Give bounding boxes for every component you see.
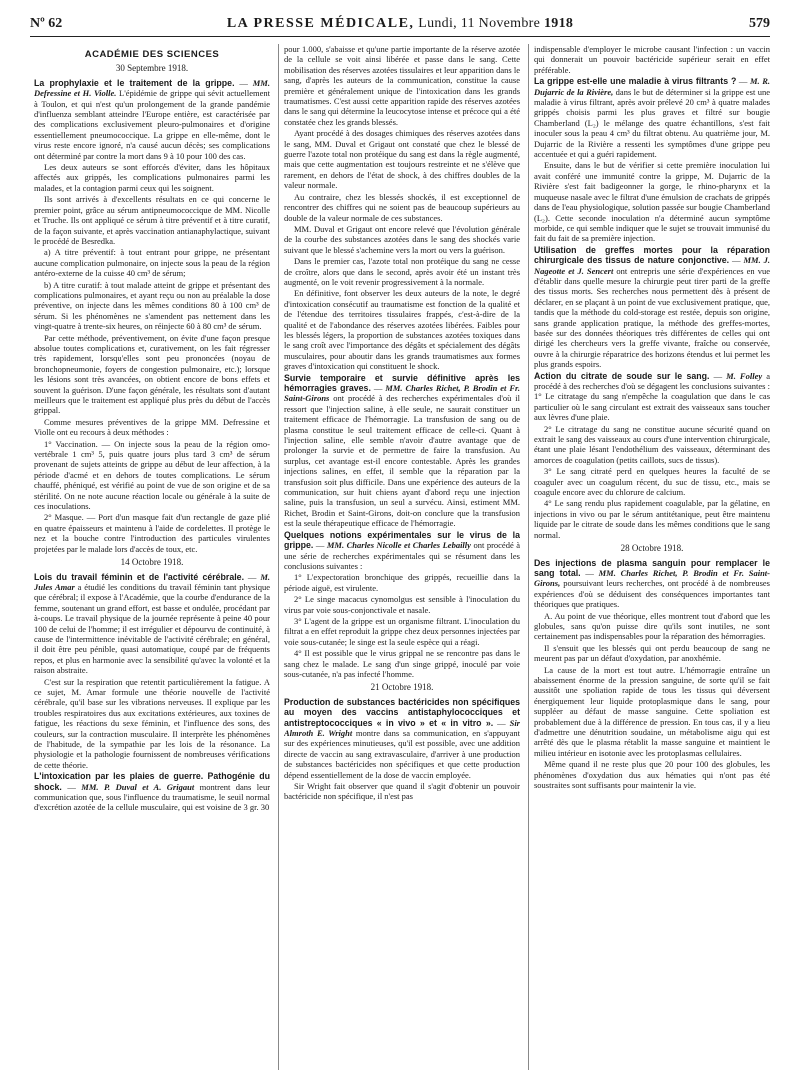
page-number: 579 <box>749 16 770 31</box>
paragraph: pour 1.000, s'abaisse et qu'une partie importante de la réserve azotée de la cellule se voit ainsi libérée et passe dans le sang. Cette mobilisation des réserves azotées tissulaires et leur apparition dans le sang, d'après les auteurs de la communication, constitue la cause première et généralement unique de l'intoxication dans les grands traumatismes. C'est aussi cette apparition rapide des réserves azotées dans le sang qui détermine la leucocytose intense et précoce qui a été constatée chez les grands blessés. <box>284 44 520 127</box>
section-heading: ACADÉMIE DES SCIENCES <box>84 49 220 60</box>
article-lead: Quelques notions expérimentales sur le virus de la grippe. — MM. Charles Nicolle et Charles Lebailly ont procédé à une série de recherches expérimentales qui se résument dans les conclusions suivantes : <box>284 529 520 571</box>
article-text: dans le but de déterminer si la grippe est une maladie à virus filtrant, après avoir prélevé 20 cm³ à quatre malades grippés choisis parmi les plus graves et filtré sur bougie Chamberland (L₂) le mélange des quatre échantillons, s'est fait inoculer sous la peau 4 cm³ du filtrat obtenu. Au quatrième jour, M. Dujarric de la Rivière a ressenti les symptômes d'une grippe peu accentuée et qui a guéri rapidement. <box>534 86 770 160</box>
article-authors: MM. Defressine et H. Violle. <box>34 77 270 99</box>
article-lead: Lois du travail féminin et de l'activité cérébrale. — M. Jules Amar a étudié les conditions du travail féminin tant physique que cérébral; il expose à l'Académie, que la courbe d'endurance de la femme, soutenant un grand effort, est basse et ondulée, procédant par à-coups. Le travail physique de la journée représente à peine 40 pour 100 de celui de l'homme; il est irrégulier et dépourvu de continuité, à cause de l'intermittence inévitable de l'activité cérébrale; en général, il doit être peu pénible, quasi automatique, coupé par de fréquents repos, et plus en harmonie avec la sensibilité qu'avec la volonté et la raison abstraite. <box>34 571 270 676</box>
column-separator <box>278 44 279 1070</box>
article-title: La grippe est-elle une maladie à virus filtrants ? <box>534 76 737 87</box>
article-text: a étudié les conditions du travail féminin tant physique que cérébral; il expose à l'Académie, que la courbe d'endurance de la femme, soutenant un grand effort, est basse et ondulée, procédant par à-coups. Le travail physique de la journée représente à peine 40 pour 100 de celui de l'homme; il est irrégulier et dépourvu de continuité, à cause de l'intermittence inévitable de l'activité cérébrale; en général, il doit être peu pénible, quasi automatique, coupé par de fréquents repos, et plus en harmonie avec la sensibilité qu'avec la volonté et la raison abstraite. <box>34 581 270 676</box>
header-day: Lundi, <box>418 16 457 31</box>
article-text: a procédé à des recherches d'où se dégagent les conclusions suivantes : 1° Le citratage du sang n'empêche la coagulation que dans le cas particulier où le sang circulant est extrait des vaisseaux sans toucher aux lèvres d'une plaie. <box>534 370 770 423</box>
paragraph: indispensable d'employer le microbe causant l'infection : un vaccin qui donnerait un pouvoir bactéricide supérieur serait en effet préférable. <box>534 44 770 75</box>
article-authors: MM. Charles Richet, P. Brodin et Fr. Saint-Girons, <box>534 567 770 589</box>
paragraph: Sir Wright fait observer que quand il s'agit d'obtenir un pouvoir bactéricide non spécifique, il n'est pas <box>284 781 520 802</box>
paragraph: Au contraire, chez les blessés shockés, il est exceptionnel de rencontrer des chiffres qui ne soient pas de beaucoup supérieurs au double de la valeur normale de ces substances. <box>284 191 520 223</box>
running-title <box>30 16 770 32</box>
paragraph: La cause de la mort est tout autre. L'hémorragie entraîne un abaissement énorme de la pression sanguine, de sorte qu'il se fait aussitôt une spoliation rapide de tous les tissus qui déversent énergiquement leur liquide protoplasmique dans le sang, pour suppléer au défaut de masse sanguine. Cette spoliation est probablement due à la différence de pression. En tous cas, il y a lieu d'admettre une dénutrition soudaine, un métabolisme aigu qui est arrêté dès que le plasma rétablit la masse sanguine et maintient le milieu intérieur en isotonie avec les protoplasmas cellulaires. <box>534 664 770 758</box>
article-authors: M. R. Dujarric de la Rivière, <box>534 76 770 97</box>
column-separator <box>528 44 529 1070</box>
article-authors: MM. Charles Nicolle et Charles Lebailly <box>326 540 471 551</box>
article-title: La prophylaxie et le traitement de la grippe. <box>34 77 235 88</box>
paragraph: 4° Le sang rendu plus rapidement coagulable, par la gélatine, en injections in vivo ou par le sérum antitétanique, peut être maintenu liquide par le citrate de soude dans les mêmes conditions que le sang normal. <box>534 498 770 540</box>
article-text: montre dans sa communication, en s'appuyant sur des expériences minutieuses, qu'il est possible, avec une addition directe de vaccin au sang extravasculaire, d'arriver à une production de substances bactéricides non spécifiques et que cette production dépend essentiellement de la dose de vaccin employée. <box>284 728 520 780</box>
paragraph: Ils sont arrivés à d'excellents résultats en ce qui concerne le premier point, grâce au sérum antipneumococcique de MM. Nicolle et Truche. Ils ont appliqué ce sérum à titre préventif et à titre curatif, de la façon suivante, et après vaccination antianaphylactique, suivant le procédé de Besredka. <box>34 194 270 246</box>
paragraph: Même quand il ne reste plus que 20 pour 100 des globules, les phénomènes d'oxydation dus aux hématies qui n'ont pas été soustraites sont suffisants pour maintenir la vie. <box>534 759 770 791</box>
article-authors: M. Folley <box>726 370 763 381</box>
article-authors: M. Jules Amar <box>34 571 270 592</box>
article-lead: La prophylaxie et le traitement de la grippe. — MM. Defressine et H. Violle. L'épidémie de grippe qui sévit actuellement à Toulon, et qui n'est qu'un prolongement de la grande pandémie d'influenza semblant atteindre l'Europe entière, est caractérisée par des complications exclusivement pleuro-pulmonaires et d'origine essentiellement pneumococcique. La grippe en elle-même, dont le virus reste encore ignoré, n'a causé aucun décès; ses complications ont déterminé par contre la mort dans 9 à 10 pour 100 des cas. <box>34 77 270 161</box>
article-title: Lois du travail féminin et de l'activité cérébrale. <box>34 571 245 582</box>
paragraph: 3° L'agent de la grippe est un organisme filtrant. L'inoculation du filtrat a en effet reproduit la grippe chez deux personnes injectées par voie sous-cutanée; le singe est la seule espèce qui a réagi. <box>284 615 520 647</box>
header-rule <box>30 36 770 37</box>
paragraph: 1° Vaccination. — On injecte sous la peau de la région omo-vertébrale 1 cm³ 5, puis quatre jours plus tard 3 cm³ de sérum provenant de sujets atteints de grippe au début de leur affection, à la période d'acmé et en dehors de toutes complications. Le sérum chauffé, phéniqué, est vérifié au point de vue de son origine et de sa stérilité. On ne note aucune réaction locale ou générale à la suite de ces inoculations. <box>34 438 270 512</box>
paragraph: Ayant procédé à des dosages chimiques des réserves azotées dans le sang, MM. Duval et Grigaut ont constaté que chez le blessé de guerre l'azote total non protéique du sang est dans la règle augmenté, mais que cette augmentation est toujours restreinte et ne s'élève que rarement, en dehors de l'état de shock, à des chiffres doubles de la valeur normale. <box>284 128 520 191</box>
page-header <box>30 12 770 38</box>
article-text: montrent dans leur communication que, sous l'influence du traumatisme, le seuil normal d'excrétion azotée de la cellule musculaire, qui est voisine de 3 gr. 30 <box>34 781 270 813</box>
article-lead: Utilisation de greffes mortes pour la réparation chirurgicale des tissus de nature conjonctive. — MM. J. Nageotte et J. Sencert ont entrepris une série d'expériences en vue d'établir dans quelle mesure la chirurgie peut tirer parti de la greffe des tissus morts. Ses recherches nous permettent dès à présent de déclarer, en se plaçant à un point de vue exclusivement pratique, que, tandis que la méthode du cold-storage est restée, depuis son origine, sans grande application pratique, la méthode des greffes-mortes, basée sur des données théoriques très différentes de celles qui ont dirigé les chercheurs vers la greffe vivante, fraîche ou conservée, ouvre à la chirurgie réparatrice des horizons étendus et lui permet les plus grands espoirs. <box>534 244 770 370</box>
paragraph: MM. Duval et Grigaut ont encore relevé que l'évolution générale de la courbe des substances azotées dans le sang des shockés varie suivant que le blessé s'achemine vers la mort ou vers la guérison. <box>284 223 520 255</box>
article-lead: Survie temporaire et survie définitive après les hémorragies graves. — MM. Charles Richet, P. Brodin et Fr. Saint-Girons ont procédé à des recherches expérimentales d'où il ressort que l'injection saline, à elle seule, ne saurait constituer un traitement efficace de l'hémorragie. La transfusion de sang ou de plasma constitue le seul traitement efficace de celle-ci. Quant à l'injection saline, elle semble n'avoir d'autre avantage que de prolonger la survie et de permettre de faire la transfusion. Au surplus, cet avantage est-il encore contestable. Après les grandes injections salines, en effet, il semble que la réparation par la transfusion soit plus difficile. Dans une expérience des auteurs de la communication, sur huit chiens ayant d'abord reçu une injection saline, puis la transfusion, un seul a survécu. Ainsi, estiment MM. Richet, Brodin et Saint-Girons, doit-on conclure que la transfusion est la seule thérapeutique efficace de l'hémorragie. <box>284 372 520 529</box>
article-title: Production de substances bactéricides non spécifiques au moyen des vaccins antistaphylococciques et antistreptococciques « in vivo » et « in vitro ». <box>284 696 520 728</box>
header-date: 11 Novembre <box>460 16 541 31</box>
article-title: Utilisation de greffes mortes pour la réparation chirurgicale des tissus de nature conjonctive. <box>534 244 770 266</box>
paragraph: 3° Le sang citraté perd en quelques heures la faculté de se coaguler avec un coagulum récent, du suc de tissu, etc., mais se coagule encore avec du chlorure de calcium. <box>534 466 770 498</box>
article-text: ont procédé à une série de recherches expérimentales qui se résument dans les conclusions suivantes : <box>284 540 520 571</box>
article-title: Quelques notions expérimentales sur le virus de la grippe. <box>284 529 520 551</box>
paragraph: b) A titre curatif: à tout malade atteint de grippe et présentant des complications pulmonaires, et ayant reçu ou non au préalable la dose préventive, on injecte dans les mêmes conditions 80 à 100 cm³ de sérum. Si les phénomènes ne s'amendent pas nettement dans les vingt-quatre à trente-six heures, on réinjecte 60 à 80 cm³ de sérum. <box>34 279 270 332</box>
article-text: poursuivant leurs recherches, ont procédé à de nombreuses expériences d'où se déduisent des conséquences importantes tant théoriques que pratiques. <box>534 578 770 610</box>
article-lead: La grippe est-elle une maladie à virus filtrants ? — M. R. Dujarric de la Rivière, dans le but de déterminer si la grippe est une maladie à virus filtrant, après avoir prélevé 20 cm³ à quatre malades grippés choisis parmi les plus graves et filtré sur bougie Chamberland (L₂) le mélange des quatre échantillons, s'est fait inoculer sous la peau 4 cm³ du filtrat obtenu. Au quatrième jour, M. Dujarric de la Rivière a ressenti les symptômes d'une grippe peu accentuée et qui a guéri rapidement. <box>534 76 770 160</box>
paragraph: Par cette méthode, préventivement, on évite d'une façon presque absolue toutes complications et, curativement, on les fait régresser très rapidement, lorsqu'elles sont peu prononcées (noyau de bronchopneumonie, foyers de congestion pulmonaire, etc.); lorsque les lésions sont très avancées, on obtient encore de bons effets et souvent la guérison. D'une façon générale, les résultats sont d'autant meilleurs que le traitement est appliqué plus près du début de l'accès grippal. <box>34 332 270 416</box>
issue-number: Nº 62 <box>30 16 63 31</box>
article-title: Des injections de plasma sanguin pour remplacer le sang total. <box>534 557 770 578</box>
paragraph: En définitive, font observer les deux auteurs de la note, le degré d'intoxication consécutif au traumatisme est fonction de la qualité et de l'étendue des territoires tissulaires frappés, c'est-à-dire de la qualité et de l'abondance des réserves azotées libérées. Faibles pour les blessés légers, la proportion de substances azotées toxiques dans le sang croît avec l'importance des dégâts et spécialement des dégâts musculaires, pour aboutir dans les grands traumatismes aux formes graves d'intoxication qui constituent le shock. <box>284 288 520 372</box>
column-3 <box>534 44 770 1074</box>
paragraph: a) A titre préventif: à tout entrant pour grippe, ne présentant aucune complication pulmonaire, on injecte sous la peau de la région antéro-externe de la cuisse 40 cm³ de sérum; <box>34 247 270 279</box>
paragraph: Dans le premier cas, l'azote total non protéique du sang ne cesse de croître, alors que dans le second, après avoir été un instant très augmenté, on le voit revenir progressivement à la normale. <box>284 256 520 287</box>
article-title: Survie temporaire et survie définitive après les hémorragies graves. <box>284 372 520 393</box>
paragraph: Ensuite, dans le but de vérifier si cette première inoculation lui avait conféré une immunité contre la grippe, M. Dujarric de la Rivière s'est fait badigeonner la gorge, le rhino-pharynx et la muqueuse nasale avec le filtrat d'une émulsion de crachats de grippés dans de l'eau physiologique, solution passée sur bougie Chamberland (L₂). Cette seconde inoculation n'a déterminé aucun symptôme morbide, ce qui semble indiquer que le sujet se trouvait immunisé du fait du fait de sa première injection. <box>534 160 770 244</box>
paragraph: Comme mesures préventives de la grippe MM. Defressine et Violle ont eu recours à deux méthodes : <box>34 416 270 438</box>
article-authors: MM. Charles Richet, P. Brodin et Fr. Saint-Girons <box>284 383 520 404</box>
article-lead: L'intoxication par les plaies de guerre. Pathogénie du shock. — MM. P. Duval et A. Grigaut montrent dans leur communication que, sous l'influence du traumatisme, le seuil normal d'excrétion azotée de la cellule musculaire, qui est voisine de 3 gr. 30 <box>34 771 270 813</box>
article-authors: Sir Almroth E. Wright <box>284 717 520 738</box>
paragraph: 1° L'expectoration bronchique des grippés, recueillie dans la période aiguë, est virulente. <box>284 572 520 593</box>
journal-name: LA PRESSE MÉDICALE, <box>226 16 415 31</box>
article-authors: MM. P. Duval et A. Grigaut <box>81 781 195 792</box>
article-text: L'épidémie de grippe qui sévit actuellement à Toulon, et qui n'est qu'un prolongement de la grande pandémie d'influenza semblant atteindre l'Europe entière, est caractérisée par des complications exclusivement pleuro-pulmonaires et d'origine essentiellement pneumococcique. La grippe en elle-même, dont le virus reste encore ignoré, n'a causé aucun décès; ses complications ont déterminé par contre la mort dans 9 à 10 pour 100 des cas. <box>34 88 270 161</box>
session-date: 28 Octobre 1918. <box>620 543 684 554</box>
session-date: 30 Septembre 1918. <box>115 63 189 74</box>
paragraph: 2° Masque. — Port d'un masque fait d'un rectangle de gaze plié en quatre épaisseurs et maintenu à l'aide de cordelettes. Il protège le nez et la bouche contre l'introduction des particules virulentes projetées par le malade lors d'accès de toux, etc. <box>34 512 270 554</box>
article-lead: Production de substances bactéricides non spécifiques au moyen des vaccins antistaphylococciques et antistreptococciques « in vivo » et « in vitro ». — Sir Almroth E. Wright montre dans sa communication, en s'appuyant sur des expériences minutieuses, qu'il est possible, avec une addition directe de vaccin au sang extravasculaire, d'arriver à une production de substances bactéricides non spécifiques et que cette production dépend essentiellement de la dose de vaccin employée. <box>284 696 520 780</box>
paragraph: 2° Le citratage du sang ne constitue aucune sécurité quand on extrait le sang des vaisseaux au cours d'une intervention chirurgicale, étant une plaie lésant l'endothélium des vaisseaux, déterminant des amorces de coagulation (petits caillots, sucs de tissus). <box>534 423 770 465</box>
article-text: ont entrepris une série d'expériences en vue d'établir dans quelle mesure la chirurgie peut tirer parti de la greffe des tissus morts. Ses recherches nous permettent dès à présent de déclarer, en se plaçant à un point de vue exclusivement pratique, que, tandis que la méthode du cold-storage est restée, depuis son origine, sans grande application pratique, la méthode des greffes-mortes, basée sur des données théoriques très différentes de celles qui ont dirigé les chercheurs vers la greffe vivante, fraîche ou conservée, ouvre à la chirurgie réparatrice des horizons étendus et lui permet les plus grands espoirs. <box>534 265 770 370</box>
article-authors: MM. J. Nageotte et J. Sencert <box>534 255 770 276</box>
column-1 <box>34 44 270 1074</box>
paragraph: 2° Le singe macacus cynomolgus est sensible à l'inoculation du virus par voie sous-conjonctivale et nasale. <box>284 594 520 615</box>
session-date: 21 Octobre 1918. <box>370 682 434 693</box>
paragraph: 4° Il est possible que le virus grippal ne se rencontre pas dans le sang chez le malade. Le sang d'un singe grippé, inoculé par voie sous-cutanée, n'a pas infecté l'homme. <box>284 648 520 679</box>
article-title: L'intoxication par les plaies de guerre. Pathogénie du shock. <box>34 771 270 792</box>
article-lead: Des injections de plasma sanguin pour remplacer le sang total. — MM. Charles Richet, P. Brodin et Fr. Saint-Girons, poursuivant leurs recherches, ont procédé à de nombreuses expériences d'où se déduisent des conséquences importantes tant théoriques que pratiques. <box>534 557 770 610</box>
paragraph: Les deux auteurs se sont efforcés d'éviter, dans les hôpitaux affectés aux grippés, les complications pulmonaires parmi les malades, et la contagion parmi ceux qui les soignent. <box>34 162 270 193</box>
column-2 <box>284 44 520 1074</box>
article-lead: Action du citrate de soude sur le sang. — M. Folley a procédé à des recherches d'où se dégagent les conclusions suivantes : 1° Le citratage du sang n'empêche la coagulation que dans le cas particulier où le sang circulant est extrait des vaisseaux sans toucher aux lèvres d'une plaie. <box>534 370 770 423</box>
paragraph: Il s'ensuit que les blessés qui ont perdu beaucoup de sang ne meurent pas par un défaut d'oxydation, par anoxhémie. <box>534 642 770 664</box>
paragraph: A. Au point de vue théorique, elles montrent tout d'abord que les globules, sans qu'on puisse dire qu'ils sont inutiles, ne sont certainement pas indispensables pour la réparation des hémorragies. <box>534 610 770 642</box>
article-text: ont procédé à des recherches expérimentales d'où il ressort que l'injection saline, à elle seule, ne saurait constituer un traitement efficace de l'hémorragie. La transfusion de sang ou de plasma constitue le seul traitement efficace de celle-ci. Quant à l'injection saline, elle semble n'avoir d'autre avantage que de prolonger la survie et de permettre de faire la transfusion. Au surplus, cet avantage est-il encore contestable. Après les grandes injections salines, en effet, il semble que la réparation par la transfusion soit plus difficile. Dans une expérience des auteurs de la communication, sur huit chiens ayant d'abord reçu une injection saline, puis la transfusion, un seul a survécu. Ainsi, estiment MM. Richet, Brodin et Saint-Girons, doit-on conclure que la transfusion est la seule thérapeutique efficace de l'hémorragie. <box>284 393 520 529</box>
paragraph: C'est sur la respiration que retentit particulièrement la fatigue. A ce sujet, M. Amar formule une théorie nouvelle de l'activité cérébrale, qu'il base sur les vibrations nerveuses. Il explique par les troubles respiratoires dus aux excitations extérieures, aux toxines de fatigue, les réactions du sexe féminin, et l'influence des sons, des couleurs, sur la contraction musculaire. Il interprète les phénomènes de l'habitude, de la sympathie par les lois de la résonance. La physiologie et la pathologie fournissent de nombreuses vérifications de cette théorie. <box>34 676 270 770</box>
session-date: 14 Octobre 1918. <box>120 557 184 568</box>
header-year: 1918 <box>543 16 574 31</box>
article-title: Action du citrate de soude sur le sang. <box>534 370 710 381</box>
